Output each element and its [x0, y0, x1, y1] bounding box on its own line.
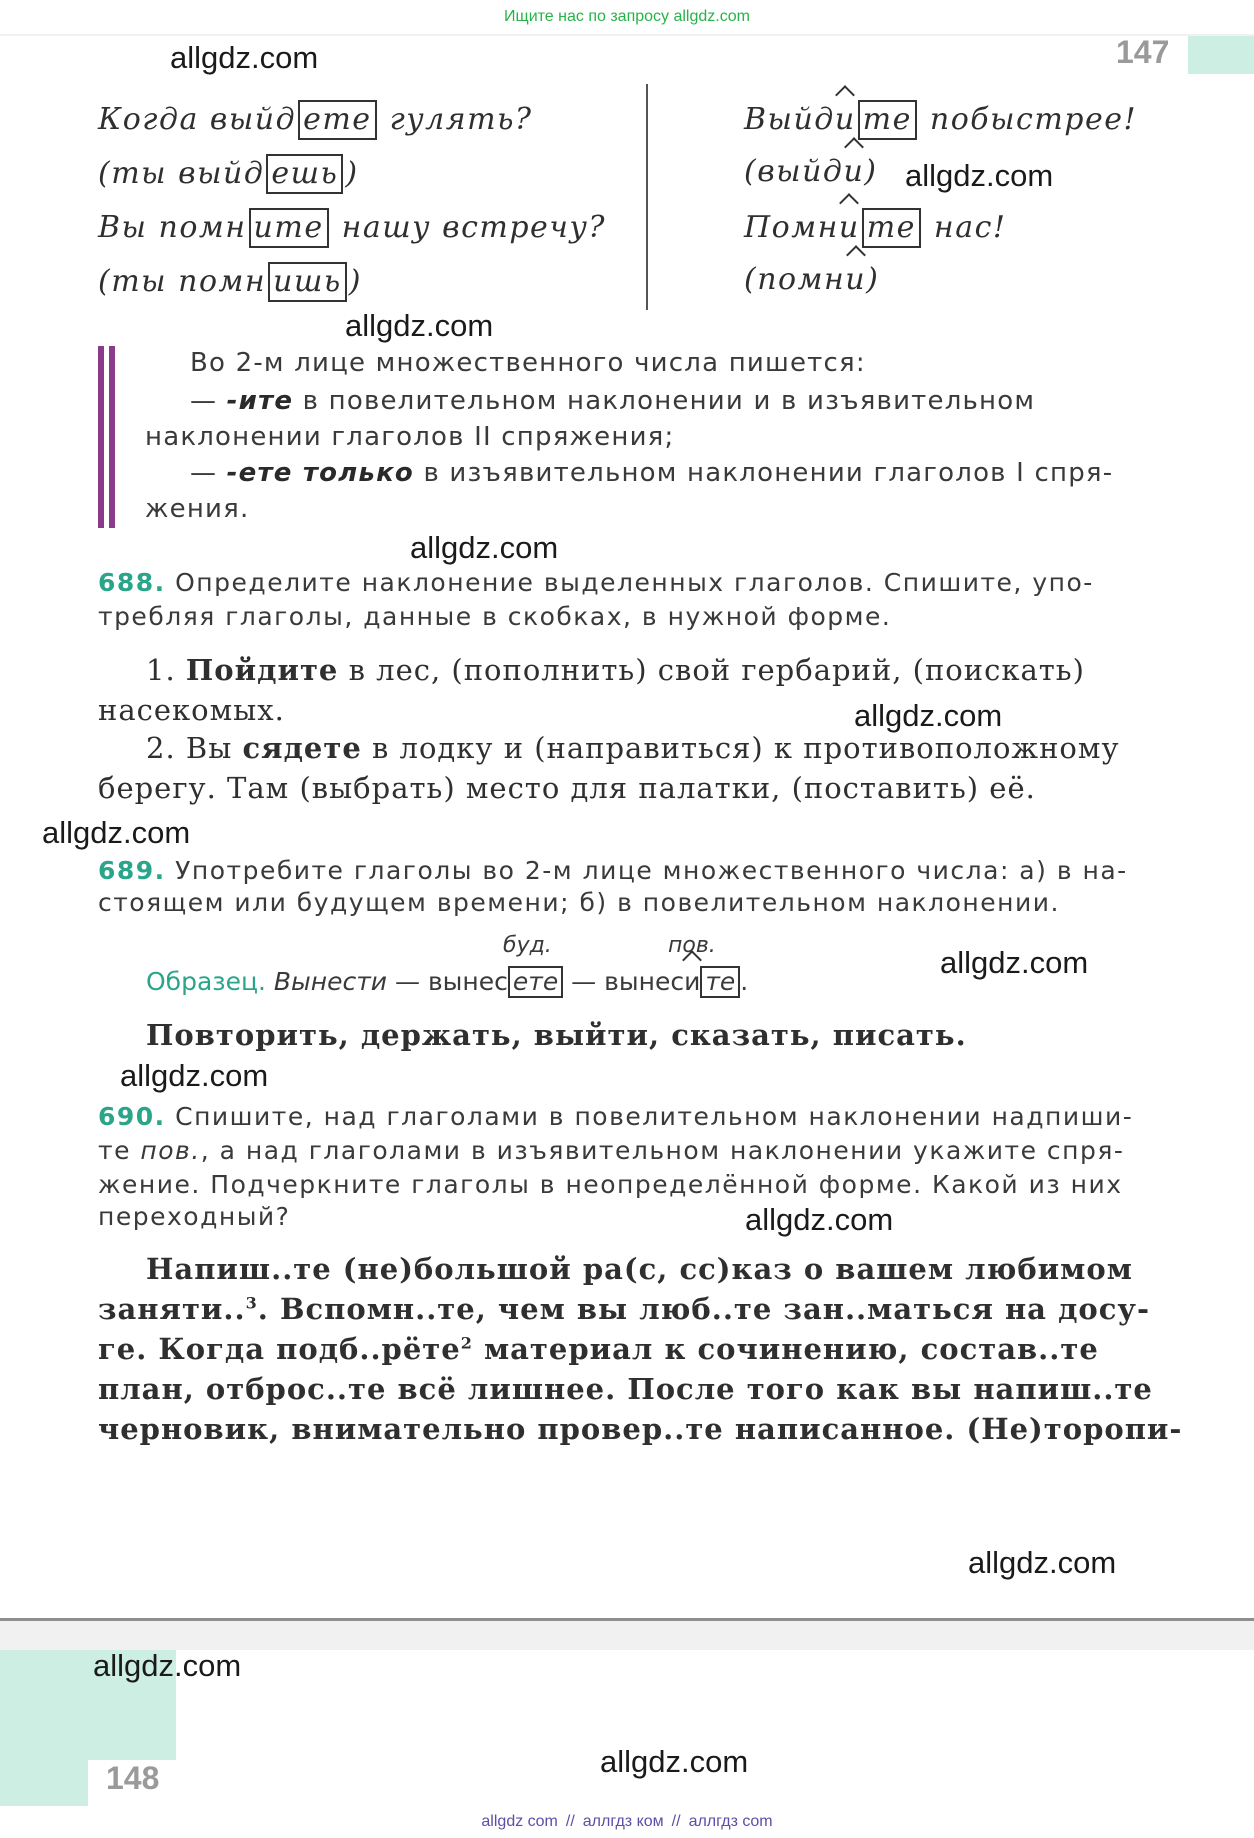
example-left-1: Когда выйд ете гулять? — [98, 100, 533, 140]
rule-line-5: жения. — [145, 494, 250, 524]
ending-box: ете — [508, 966, 563, 998]
sample-label: Образец. — [146, 967, 266, 996]
exercise-690-text-1: Напиш..те (не)большой ра(с, сс)каз о вашем любимом — [146, 1252, 1133, 1286]
example-right-4: (помни) — [744, 262, 880, 297]
footer-links — [0, 1806, 1254, 1838]
rule-marker-bars — [98, 346, 118, 528]
exercise-number: 688. — [98, 568, 166, 597]
exercise-690-line-1: 690. Спишите, над глаголами в повелительном наклонении надпиши- — [98, 1102, 1134, 1131]
footer-link-3[interactable]: аллгдз com — [688, 1813, 773, 1830]
ending-box: те — [858, 100, 917, 140]
label-bud: буд. — [503, 933, 552, 958]
footer-link-1[interactable]: allgdz com — [481, 1813, 558, 1830]
exercise-689-sample: Образец. Вынести — вынес ете — вынеси те . — [146, 967, 749, 996]
watermark: allgdz.com — [745, 1202, 894, 1237]
suffix-hat-mark: и — [843, 154, 865, 189]
ending-box: те — [862, 208, 921, 248]
watermark: allgdz.com — [410, 530, 559, 565]
watermark: allgdz.com — [968, 1545, 1117, 1580]
example-left-4: (ты помн ишь ) — [98, 262, 362, 302]
example-right-2: (выйди) — [744, 154, 878, 189]
watermark: allgdz.com — [905, 158, 1054, 193]
exercise-690-text-4: план, отброс..те всё лишнее. После того как вы напиш..те — [98, 1372, 1153, 1406]
exercise-688-sentence-2: 2. Вы сядете в лодку и (направиться) к противоположному — [146, 731, 1120, 765]
rule-line-4: — -ете только в изъявительном наклонении глаголов I спря- — [190, 458, 1114, 488]
exercise-690-line-4: переходный? — [98, 1202, 291, 1231]
watermark: allgdz.com — [170, 40, 319, 75]
suffix-hat-mark: и — [838, 210, 860, 245]
exercise-690-line-2: те пов., а над глаголами в изъявительном наклонении укажите спря- — [98, 1136, 1125, 1165]
column-divider — [646, 84, 648, 310]
watermark: allgdz.com — [600, 1744, 749, 1779]
example-left-2: (ты выйд ешь ) — [98, 154, 359, 194]
page-number-top: 147 — [1116, 34, 1170, 70]
ending-box: ете — [298, 100, 376, 140]
example-right-3: Помни те нас! — [744, 208, 1006, 248]
suffix-hat-mark: и — [834, 102, 856, 137]
exercise-690-text-5: черновик, внимательно провер..те написанное. (Не)торопи- — [98, 1412, 1183, 1446]
ending-box: те — [700, 966, 740, 998]
exercise-688-sentence-1-end: насекомых. — [98, 693, 285, 727]
exercise-688-sentence-1: 1. Пойдите в лес, (пополнить) свой гербарий, (поискать) — [146, 653, 1085, 687]
footer-separator: // — [565, 1813, 575, 1830]
ending-box: ешь — [266, 154, 343, 194]
exercise-688-line-2: требляя глаголы, данные в скобках, в нужной форме. — [98, 602, 892, 631]
exercise-690-text-2: заняти..$^3$. Вспомн..те, чем вы люб..те зан..маться на досу- — [98, 1292, 1151, 1326]
exercise-number: 689. — [98, 856, 166, 885]
watermark: allgdz.com — [93, 1648, 242, 1683]
exercise-690-text-3: ге. Когда подб..рёте$^2$ материал к сочинению, состав..те — [98, 1332, 1099, 1366]
exercise-688-sentence-2-end: берегу. Там (выбрать) место для палатки, (поставить) её. — [98, 771, 1036, 805]
footer-link-2[interactable]: аллгдз ком — [582, 1813, 664, 1830]
footer-separator: // — [671, 1813, 681, 1830]
label-pov: пов. — [668, 933, 716, 958]
ending-box: ите — [249, 208, 329, 248]
exercise-689-line-2: стоящем или будущем времени; б) в повелительном наклонении. — [98, 888, 1060, 917]
exercise-689-words: Повторить, держать, выйти, сказать, писать. — [146, 1018, 967, 1052]
watermark: allgdz.com — [345, 308, 494, 343]
watermark: allgdz.com — [42, 815, 191, 850]
rule-line-1: Во 2-м лице множественного числа пишется: — [190, 348, 866, 378]
example-left-3: Вы помн ите нашу встречу? — [98, 208, 606, 248]
watermark: allgdz.com — [940, 945, 1089, 980]
suffix-hat-mark: и — [684, 967, 701, 996]
page-number-bottom: 148 — [106, 1760, 160, 1796]
suffix-hat-mark: и — [845, 262, 867, 297]
exercise-number: 690. — [98, 1102, 166, 1131]
page-corner-tab — [1188, 36, 1254, 74]
exercise-689-line-1: 689. Употребите глаголы во 2-м лице множественного числа: а) в на- — [98, 856, 1128, 885]
ending-box: ишь — [268, 262, 347, 302]
rule-line-2: — -ите в повелительном наклонении и в изъявительном — [190, 386, 1036, 416]
top-search-banner: Ищите нас по запросу allgdz.com — [0, 0, 1254, 34]
exercise-690-line-3: жение. Подчеркните глаголы в неопределённой форме. Какой из них — [98, 1170, 1123, 1199]
page-edge-line — [0, 1618, 1254, 1621]
exercise-688-line-1: 688. Определите наклонение выделенных глаголов. Спишите, упо- — [98, 568, 1094, 597]
watermark: allgdz.com — [854, 698, 1003, 733]
rule-line-3: наклонении глаголов II спряжения; — [145, 422, 675, 452]
watermark: allgdz.com — [120, 1058, 269, 1093]
example-right-1: Выйди те побыстрее! — [744, 100, 1137, 140]
